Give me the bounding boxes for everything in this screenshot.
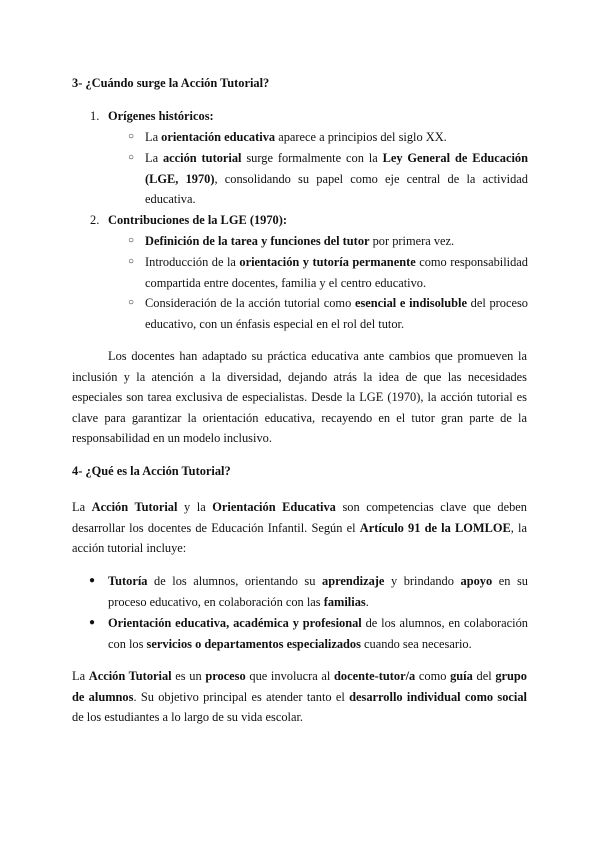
text-segment: y la: [177, 500, 213, 514]
bold-text: Acción Tutorial: [88, 669, 172, 683]
text-segment: , la acción tutorial incluye:: [72, 520, 527, 556]
list-number: 2.: [90, 213, 100, 227]
text-segment: es un: [171, 669, 206, 683]
bold-text: Ley General de Educación (LGE, 1970): [145, 151, 528, 186]
text-segment: de los alumnos, en colaboración con los: [108, 616, 528, 651]
bullet-list-item: [108, 613, 528, 654]
text-segment: La: [145, 151, 163, 165]
bold-text: Acción Tutorial: [91, 500, 178, 514]
text-segment: , consolidando su papel como eje central de la actividad educativa.: [145, 171, 528, 207]
closing-paragraph: [72, 666, 527, 728]
bold-text: Tutoría: [108, 574, 148, 588]
section-3-heading: 3- ¿Cuándo surge la Acción Tutorial?: [72, 76, 270, 90]
bold-text: esencial e indisoluble: [354, 296, 467, 310]
bold-text: apoyo: [460, 574, 493, 588]
bullet-dot-icon: ●: [89, 617, 96, 628]
bold-text: acción tutorial: [162, 151, 242, 165]
sub-list-item: [145, 252, 528, 293]
bullet-dot-icon: ●: [89, 575, 96, 586]
text-segment: por primera vez.: [369, 234, 455, 248]
text-segment: del: [472, 669, 496, 683]
sub-list-item: [145, 127, 528, 148]
bold-text: Orientación Educativa: [212, 500, 336, 514]
text-segment: Consideración de la acción tutorial como: [145, 296, 355, 310]
text-segment: cuando sea necesario.: [360, 636, 472, 651]
text-segment: de los estudiantes a lo largo de su vida escolar.: [72, 710, 304, 725]
text-segment: son competencias clave que deben desarrollar los docentes de Educación Infantil. Según el: [72, 500, 527, 535]
intro-paragraph: [72, 497, 527, 559]
circle-bullet-icon: ○: [128, 152, 135, 163]
text-segment: como responsabilidad compartida entre docentes, familia y el centro educativo.: [145, 255, 528, 290]
text-segment: y brindando: [384, 574, 461, 588]
text-segment: surge formalmente con la: [241, 151, 383, 165]
text-segment: Introducción de la: [145, 255, 240, 269]
text-segment: que involucra al: [245, 669, 334, 683]
circle-bullet-icon: ○: [128, 235, 135, 246]
bold-text: proceso: [205, 669, 246, 683]
sub-list-item: [145, 148, 528, 210]
bold-text: guía: [450, 669, 473, 683]
circle-bullet-icon: ○: [128, 131, 135, 142]
sub-list-item: [145, 231, 528, 252]
sub-list-item: [145, 293, 528, 334]
bold-text: aprendizaje: [322, 574, 385, 588]
bold-text: familias: [323, 594, 366, 609]
text-segment: aparece a principios del siglo XX.: [275, 130, 447, 144]
text-segment: . Su objetivo principal es atender tanto el: [133, 689, 350, 704]
bold-text: desarrollo individual como social: [349, 689, 527, 704]
list-item-title: Contribuciones de la LGE (1970):: [108, 213, 287, 227]
text-segment: La: [72, 669, 89, 683]
circle-bullet-icon: ○: [128, 256, 135, 267]
bold-text: Artículo 91 de la LOMLOE: [359, 520, 511, 535]
body-paragraph: Los docentes han adaptado su práctica educativa ante cambios que promueven la inclusión y la atención a la diversidad, dejando atrás la idea de que las necesidades especiales son tarea exclusiva de especialistas. Desde la LGE (1970), la acción tutorial es clave para garantizar la orientación educativa, recayendo en el tutor gran parte de la responsabilidad en un modelo inclusivo.: [72, 349, 527, 446]
text-segment: de los alumnos, orientando su: [147, 574, 322, 588]
bold-text: Definición de la tarea y funciones del tutor: [145, 234, 370, 248]
bold-text: orientación educativa: [161, 130, 276, 144]
text-segment: como: [415, 669, 451, 683]
section-4-heading: 4- ¿Qué es la Acción Tutorial?: [72, 464, 231, 478]
text-segment: del proceso educativo, con un énfasis especial en el rol del tutor.: [145, 296, 529, 331]
bold-text: grupo de alumnos: [72, 669, 527, 704]
bold-text: orientación y tutoría permanente: [239, 255, 416, 269]
text-segment: La: [145, 130, 162, 144]
bold-text: servicios o departamentos especializados: [146, 636, 361, 651]
bold-text: Orientación educativa, académica y profesional: [108, 616, 362, 630]
text-segment: en su proceso educativo, en colaboración con las: [108, 574, 528, 609]
text-segment: La: [72, 500, 92, 514]
list-item-title: Orígenes históricos:: [108, 109, 214, 123]
list-number: 1.: [90, 109, 100, 123]
bold-text: docente-tutor/a: [334, 669, 416, 683]
circle-bullet-icon: ○: [128, 297, 135, 308]
text-segment: .: [365, 594, 369, 609]
bullet-list-item: [108, 571, 528, 612]
